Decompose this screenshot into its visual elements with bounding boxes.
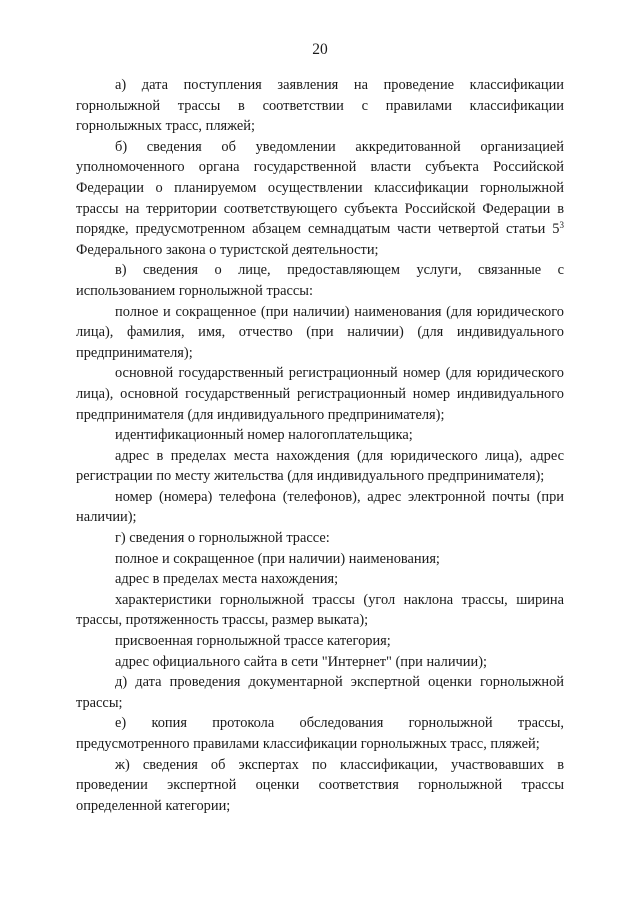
paragraph-b-tail: Федерального закона о туристской деятельности; — [76, 241, 379, 258]
document-body — [76, 75, 564, 816]
article-superscript: 3 — [559, 220, 564, 231]
paragraph-b-text: б) сведения об уведомлении аккредитованной организацией уполномоченного органа государственной власти субъекта Российской Федерации о планируемом осуществлении классификации горнолыжной трассы на территории соответствующего субъекта Российской Федерации в порядке, предусмотренном абзацем семнадцатым части четвертой статьи 5 — [76, 138, 564, 238]
provider-contacts-item: номер (номера) телефона (телефонов), адрес электронной почты (при наличии); — [76, 488, 564, 526]
paragraph-d: д) дата проведения документарной экспертной оценки горнолыжной трассы; — [76, 674, 564, 711]
paragraph-b — [76, 137, 564, 261]
slope-address-item: адрес в пределах места нахождения; — [115, 571, 339, 588]
paragraph-e: е) копия протокола обследования горнолыжной трассы, предусмотренного правилами классификации горнолыжных трасс, пляжей; — [76, 715, 564, 752]
provider-ogrn-item: основной государственный регистрационный номер (для юридического лица), основной государственный регистрационный номер индивидуального предпринимателя (для индивидуального предпринимателя); — [76, 365, 564, 423]
slope-category-item: присвоенная горнолыжной трассе категория; — [115, 633, 391, 650]
paragraph-zh: ж) сведения об экспертах по классификации, участвовавших в проведении экспертной оценки соответствия горнолыжной трассы определенной категории; — [76, 756, 564, 814]
provider-address-item: адрес в пределах места нахождения (для юридического лица), адрес регистрации по месту жительства (для индивидуального предпринимателя); — [76, 447, 564, 485]
slope-website-item: адрес официального сайта в сети "Интернет" (при наличии); — [115, 653, 487, 670]
page-number: 20 — [312, 41, 328, 58]
slope-characteristics-item: характеристики горнолыжной трассы (угол наклона трассы, ширина трассы, протяженность трассы, размер выката); — [76, 591, 564, 629]
provider-name-item: полное и сокращенное (при наличии) наименования (для юридического лица), фамилия, имя, отчество (при наличии) (для индивидуального предпринимателя); — [76, 303, 564, 361]
provider-inn-item: идентификационный номер налогоплательщика; — [115, 427, 413, 444]
paragraph-a: а) дата поступления заявления на проведение классификации горнолыжной трассы в соответствии с правилами классификации горнолыжных трасс, пляжей; — [76, 77, 564, 135]
paragraph-g: г) сведения о горнолыжной трассе: — [115, 530, 330, 547]
paragraph-v: в) сведения о лице, предоставляющем услуги, связанные с использованием горнолыжной трассы: — [76, 262, 564, 299]
slope-name-item: полное и сокращенное (при наличии) наименования; — [115, 550, 440, 567]
